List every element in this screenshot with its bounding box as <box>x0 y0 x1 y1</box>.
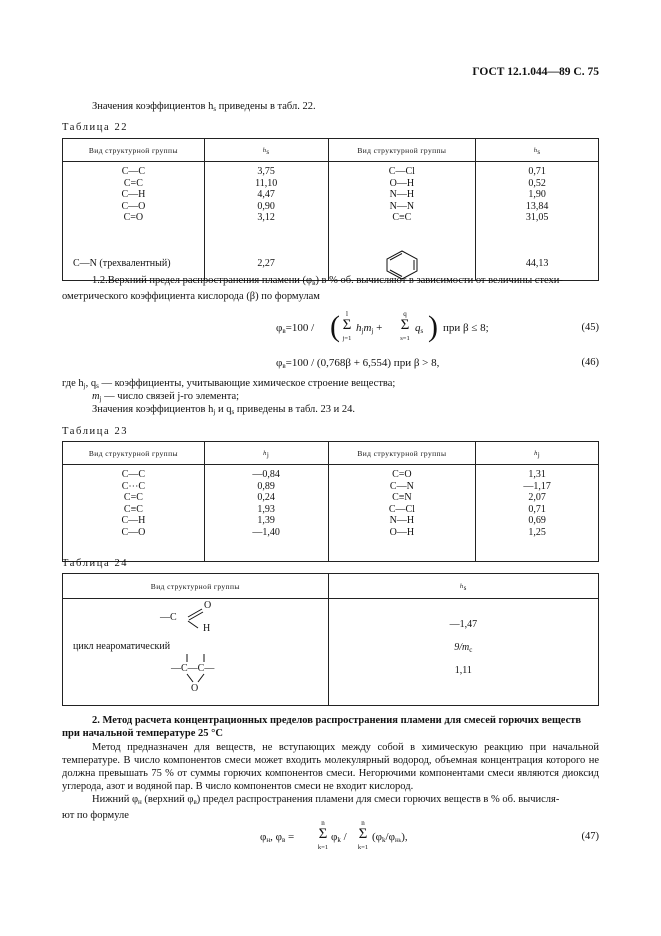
table23-left-value-5: —1,40 <box>252 526 280 538</box>
equation-46-number: (46) <box>581 357 599 368</box>
table23-right-values <box>476 465 599 562</box>
table23-left-group-3: C≡C <box>123 503 143 515</box>
table22-right-value-2: 1,90 <box>528 189 546 201</box>
table23-left-values <box>204 465 328 562</box>
table23-right-value-0: 1,31 <box>528 469 546 480</box>
table23-right-value-5: 1,25 <box>528 526 546 538</box>
table23-left-group-2: C=C <box>123 492 143 504</box>
table22-right-value-4: 31,05 <box>525 212 549 224</box>
table23-col-h: hj <box>204 442 328 465</box>
table23-left-group-0: C—C <box>121 469 146 480</box>
epoxide-chain-label: —C—C— <box>171 663 215 674</box>
table22-left-group-4: C=O <box>123 212 144 224</box>
table22-left-group-0: C—C <box>121 166 146 177</box>
table23-left-value-1: 0,89 <box>257 480 275 492</box>
table22-right-group-3: N—N <box>389 200 415 212</box>
aldehyde-h-label: H <box>203 623 211 634</box>
section2-p1: Метод предназначен для веществ, не вступающих между собой в химическую реакцию при начальной температуре. В число компонентов смеси может входить молекулярный водород, объемная концентрация которого не должна превышать 75 % от суммы горючих компонентов смеси. Негорючими компонентами смеси являются диоксид углерода, азот и водяной пар. В число компонентов смеси не входит кислород. <box>62 742 599 792</box>
table23-right-group-2: C≡N <box>392 492 412 504</box>
table22-left-value-1: 11,10 <box>255 177 278 189</box>
table24-value-cycle: $9/m_c$ <box>454 642 473 654</box>
table23-right-group-4: N—H <box>389 515 415 527</box>
table24-col-h: hs <box>328 574 598 599</box>
table22-col-h: hs <box>204 139 328 162</box>
table22-right-group-4: C≡C <box>392 212 412 224</box>
table22-col-group: Вид структурной группы <box>63 139 205 162</box>
table23-right-group-1: C—N <box>389 480 414 492</box>
section2-p2-end: ют по формуле <box>62 810 129 821</box>
intro-text: Значения коэффициентов $h_s$ приведены в табл. 22. <box>92 101 316 113</box>
table22-right-value-1: 0,52 <box>528 177 546 189</box>
table22-left-group-1: C=C <box>123 177 143 189</box>
table23-right-value-3: 0,71 <box>528 503 546 515</box>
table23-col-group: Вид структурной группы <box>63 442 205 465</box>
where-line3: Значения коэффициентов $h_j$ и $q_s$ приведены в табл. 23 и 24. <box>92 404 356 416</box>
equation-47: $\varphi_н$, $\varphi_в$ = n Σ k=1 $\varphi_k$ / n Σ k=1 $(\varphi_k/\varphi_{нk})$, <box>260 819 408 851</box>
table22-left-value-3: 0,90 <box>257 200 275 212</box>
table23-right-groups <box>328 465 476 562</box>
page-header: ГОСТ 12.1.044—89 С. 75 <box>472 66 599 78</box>
table22-right-values <box>476 162 599 281</box>
table22-col-h2: hs <box>476 139 599 162</box>
cycle-label: цикл неароматический <box>73 641 171 652</box>
table23-left-group-4: C—H <box>121 515 146 527</box>
equation-47-number: (47) <box>581 831 599 842</box>
table24 <box>62 573 599 706</box>
table24-structures <box>63 599 329 706</box>
table22 <box>62 138 599 281</box>
table22-benzene-value: 44,13 <box>525 258 549 269</box>
table23-left-group-5: C—O <box>121 526 146 538</box>
table23-left-group-1: C⋯C <box>121 480 146 492</box>
table23-right-group-3: C—Cl <box>388 503 415 515</box>
table22-left-value-0: 3,75 <box>257 166 275 177</box>
table23-right-group-5: O—H <box>389 526 415 538</box>
equation-46: $\varphi_в=100 / (0,768\beta + 6,554)$ при β > 8, <box>276 357 440 370</box>
table23-right-value-2: 2,07 <box>528 492 546 504</box>
epoxide-o-label: O <box>191 683 199 694</box>
table23-left-groups <box>63 465 205 562</box>
table24-values <box>328 599 598 706</box>
table22-left-group-2: C—H <box>121 189 146 201</box>
table23-left-value-4: 1,39 <box>257 515 275 527</box>
table23 <box>62 441 599 562</box>
table22-cn-label: C—N (трехвалентный) <box>73 258 171 269</box>
table23-col-group2: Вид структурной группы <box>328 442 476 465</box>
section2 <box>62 714 599 822</box>
table24-value-aldehyde: —1,47 <box>449 619 478 630</box>
table23-left-value-3: 1,93 <box>257 503 275 515</box>
table22-right-group-0: C—Cl <box>388 166 415 177</box>
equation-45-number: (45) <box>581 322 599 333</box>
table23-col-h2: hj <box>476 442 599 465</box>
aldehyde-o-label: O <box>204 600 212 611</box>
where-line1: где $h_j$, $q_s$ — коэффициенты, учитывающие химическое строение вещества; <box>62 378 396 390</box>
where-line2: $m_j$ — число связей j-го элемента; <box>92 391 240 403</box>
table22-right-value-3: 13,84 <box>525 200 549 212</box>
section2-p2: Нижний $\varphi_н$ (верхний $\varphi_в$) предел распространения пламени для смеси горючих веществ в % об. вычисля- <box>92 794 560 806</box>
table22-right-value-0: 0,71 <box>528 166 546 177</box>
table23-right-value-1: —1,17 <box>523 480 551 492</box>
table22-caption: Таблица 22 <box>62 122 129 133</box>
table22-left-value-2: 4,47 <box>257 189 275 201</box>
table22-right-group-1: O—H <box>389 177 415 189</box>
table22-left-groups <box>63 162 205 281</box>
table22-left-value-4: 3,12 <box>257 212 275 224</box>
table23-left-value-2: 0,24 <box>257 492 275 504</box>
table23-right-group-0: C=O <box>392 469 412 480</box>
para-1-2: 1.2.Верхний предел распространения пламени $(\varphi_в)$ в % об. вычисляют в зависимости от величины стехи- ометрического коэффициента кислорода (β) по формулам <box>62 275 563 302</box>
table23-right-value-4: 0,69 <box>528 515 546 527</box>
table24-value-epoxide: 1,11 <box>454 665 472 676</box>
table22-left-values <box>204 162 328 281</box>
table23-caption: Таблица 23 <box>62 426 129 437</box>
table22-right-group-2: N—H <box>389 189 415 201</box>
table22-cn-value: 2,27 <box>257 258 275 269</box>
table24-caption: Таблица 24 <box>62 558 129 569</box>
table22-right-groups <box>328 162 476 281</box>
table22-col-group2: Вид структурной группы <box>328 139 476 162</box>
table23-left-value-0: —0,84 <box>252 469 280 480</box>
table22-left-group-3: C—O <box>121 200 146 212</box>
aldehyde-c-label: —C <box>160 612 177 623</box>
table24-col-group: Вид структурной группы <box>63 574 329 599</box>
section2-title: 2. Метод расчета концентрационных пределов распространения пламени для смесей горючих веществ при начальной температуре 25 °С <box>62 715 582 739</box>
